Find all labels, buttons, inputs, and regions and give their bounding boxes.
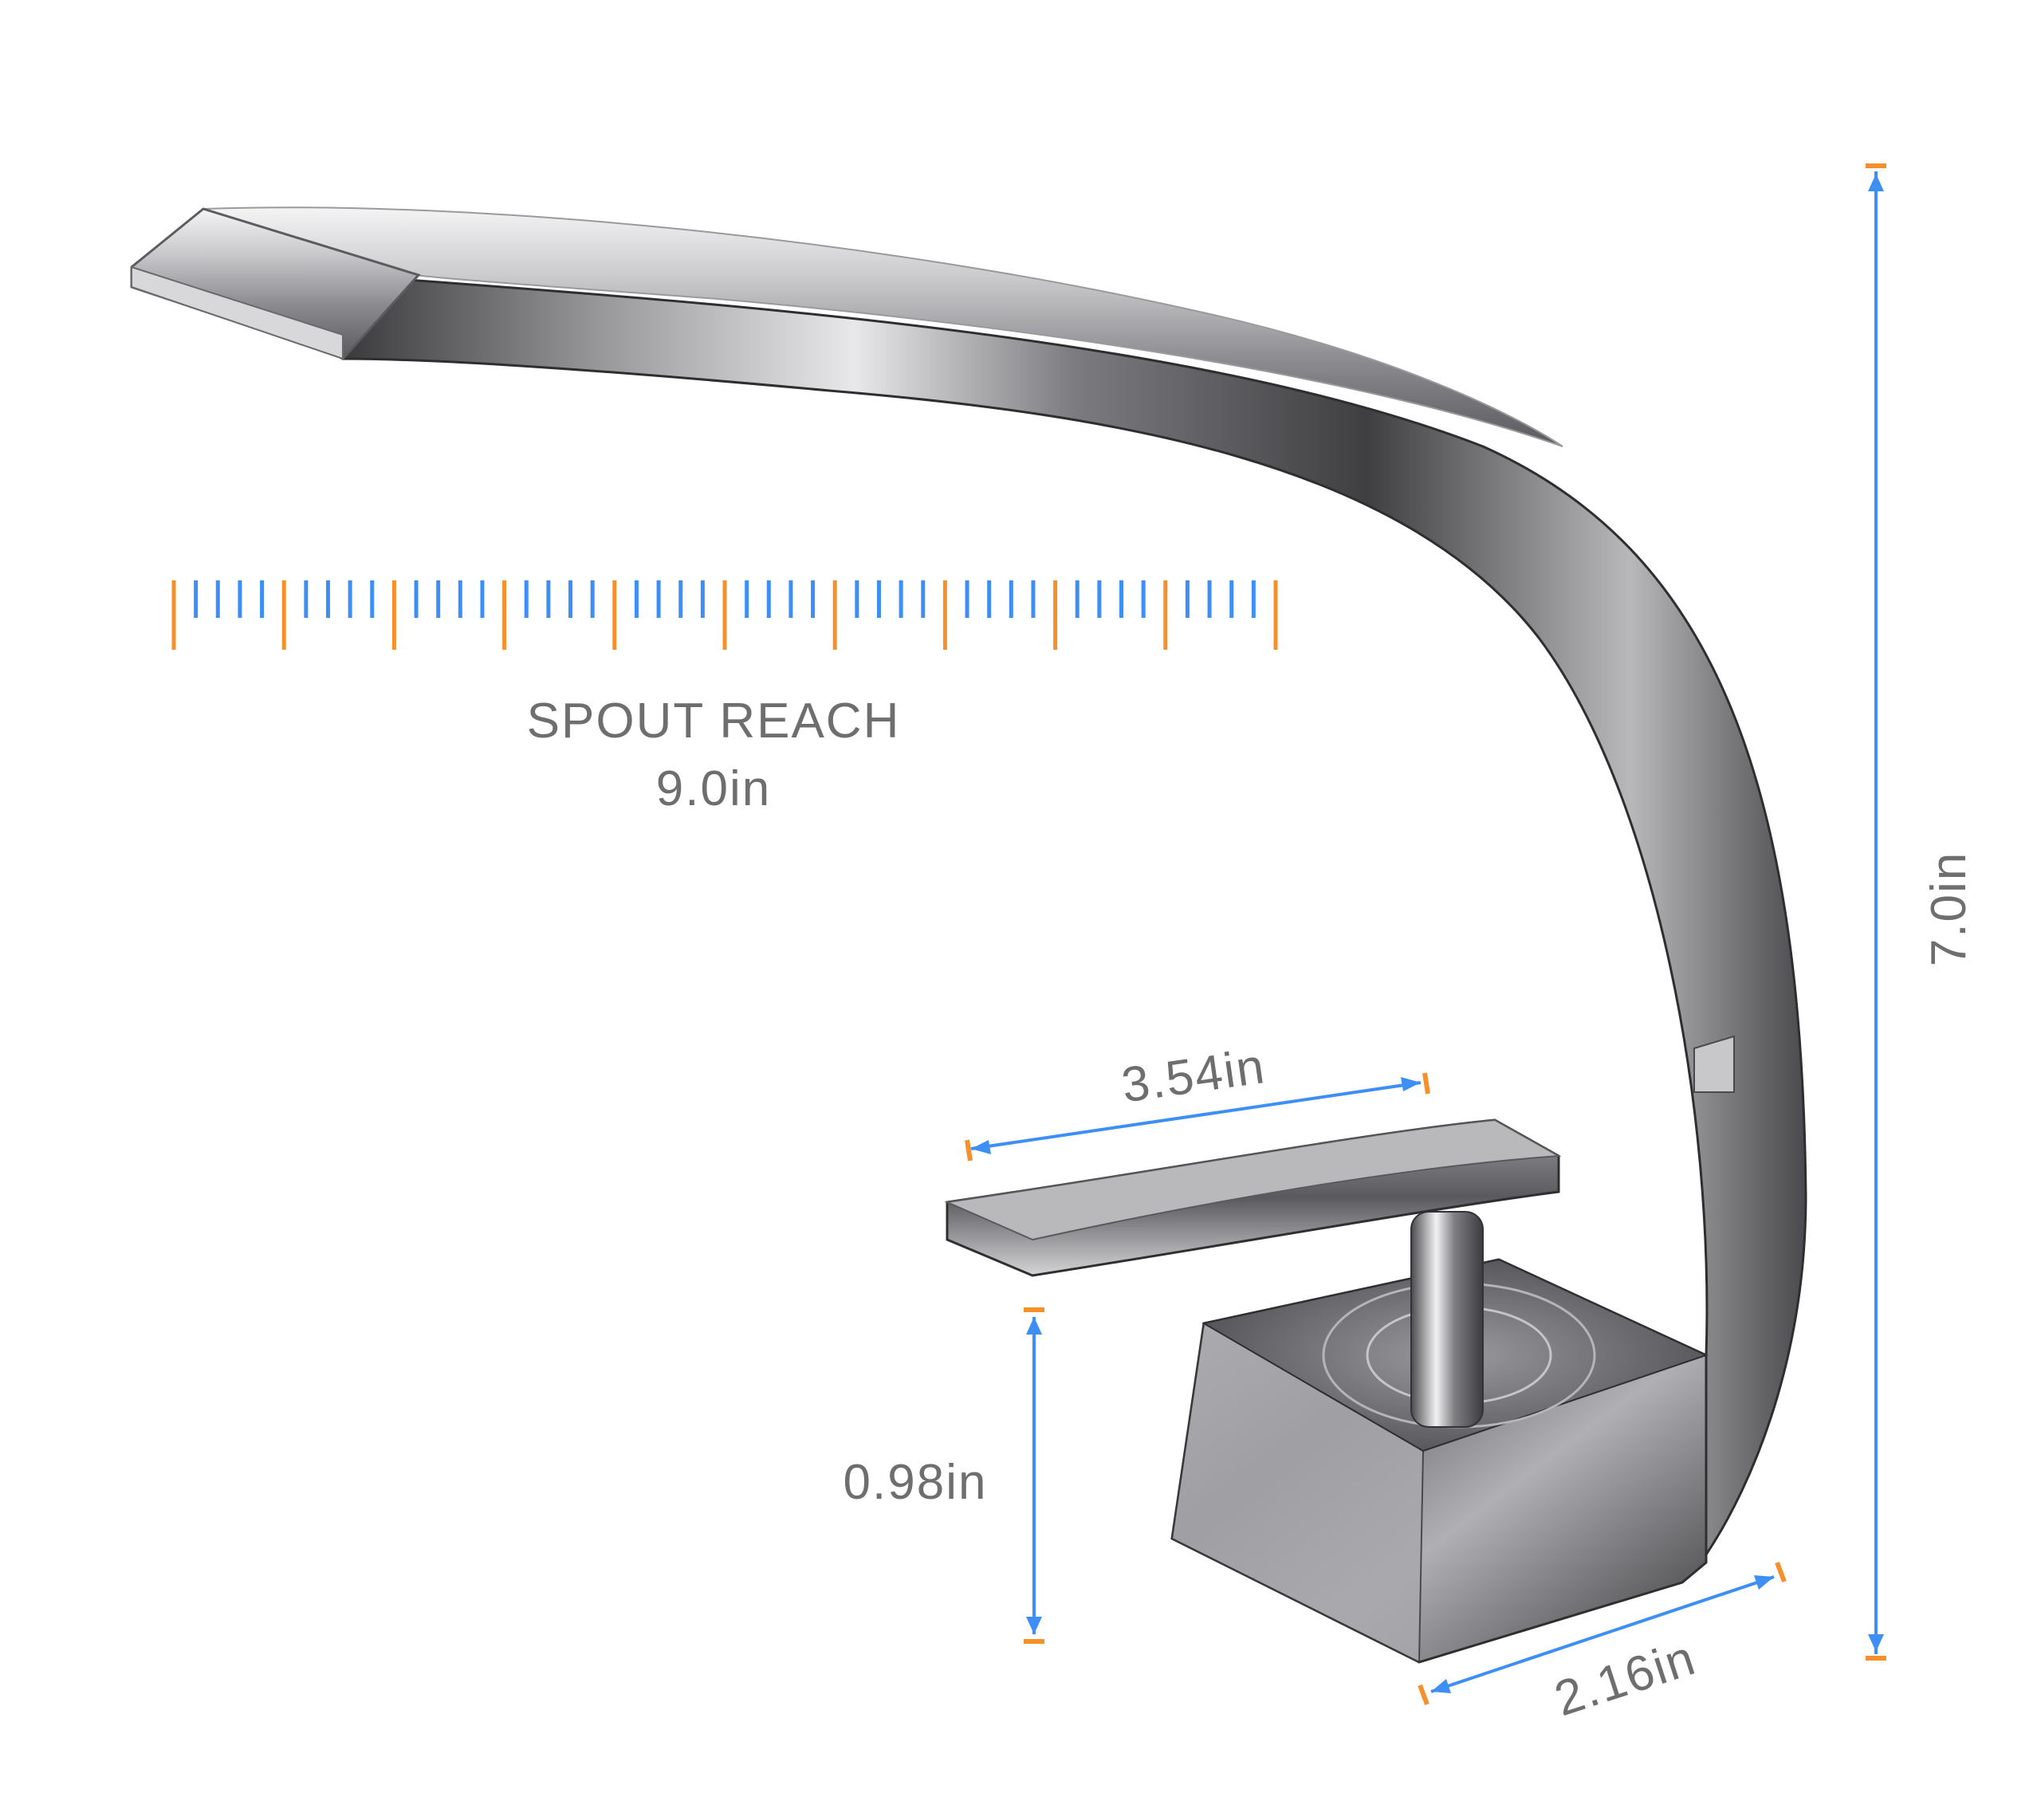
base-height-dimension	[844, 1310, 1044, 1641]
height-label: 7.0in	[1921, 851, 1976, 967]
handle-length-cap-left	[967, 1140, 970, 1161]
height-dimension	[1866, 166, 1976, 1658]
base-depth-arrow-right	[1754, 1575, 1774, 1590]
handle-length-cap-right	[1425, 1073, 1428, 1094]
height-arrow-bottom	[1868, 1634, 1884, 1652]
base-depth-label: 2.16in	[1547, 1629, 1703, 1728]
faucet-illustration	[132, 207, 1806, 1662]
base-height-arrow-bottom	[1026, 1617, 1042, 1634]
handle-length-label: 3.54in	[1118, 1038, 1269, 1114]
base-depth-arrow-left	[1431, 1679, 1451, 1693]
base-depth-cap-left	[1420, 1685, 1427, 1704]
spout-reach-value: 9.0in	[655, 761, 772, 816]
base-depth-cap-right	[1777, 1563, 1784, 1582]
spout-reach-title: SPOUT REACH	[526, 694, 901, 749]
handle-stem	[1411, 1212, 1483, 1427]
spout-reach-ruler	[174, 580, 1276, 650]
base-height-label: 0.98in	[843, 1455, 988, 1510]
height-arrow-top	[1868, 174, 1884, 191]
base-height-arrow-top	[1026, 1317, 1042, 1335]
